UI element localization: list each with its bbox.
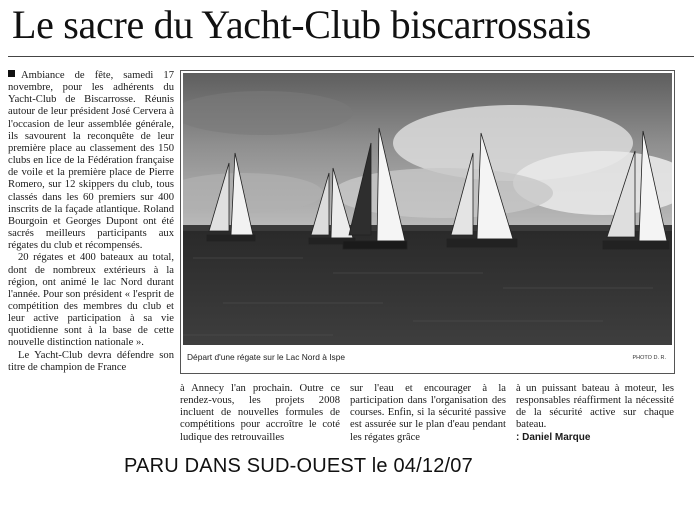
headline: Le sacre du Yacht-Club biscarrossais <box>12 2 592 47</box>
article-column-4 <box>516 383 674 444</box>
paragraph-3: Le Yacht-Club devra défendre son titre de champion de France <box>8 349 174 373</box>
paragraph-1: Ambiance de fête, samedi 17 novembre, pour les adhérents du Yacht-Club de Biscarrosse. Réunis autour de leur président José Cervera à l'occasion de leur assemblée générale, ils savourent la reconquête de leur première place au classement des 150 clubs en lice de la Fédération française de voile et la première place de Pierre Romero, sur 12 skippers du club, tous classés dans les 60 premiers sur 400 inscrits de la façade atlantique. Roland Bourgoin et Georges Dupont ont été sacrés meilleurs participants aux régates du club et récompensés. <box>8 70 174 252</box>
signature-line: : Daniel Marque <box>516 431 591 443</box>
source-note: PARU DANS SUD-OUEST le 04/12/07 <box>124 455 473 477</box>
regatta-photo <box>183 73 672 345</box>
photo-caption: Départ d'une régate sur le Lac Nord à Ispe <box>187 352 346 362</box>
paragraph-2: 20 régates et 400 bateaux au total, dont de nombreux extérieurs à la région, ont animé le lac Nord durant l'année. Pour son président « l'esprit de compétition des membres du club et leur active participation à sa vie quotidienne sont à la base de cette nouvelle distinction nationale ». <box>8 252 174 349</box>
bullet-square-icon <box>8 70 15 77</box>
photo-credit: PHOTO D. R. <box>632 355 666 361</box>
author-signature: Daniel Marque <box>522 431 591 443</box>
article-column-2 <box>180 383 340 444</box>
col2-text: à Annecy l'an prochain. Outre ce rendez-vous, les projets 2008 incluent de nouvelles formules de compétitions pour accroître le coté ludique des retrouvailles <box>180 383 340 443</box>
article-column-1 <box>8 70 174 450</box>
headline-rule <box>8 56 694 57</box>
col3-text: sur l'eau et encourager à la participation dans l'organisation des courses. Enfin, si la sécurité passive est assurée sur le plan d'eau pendant les régates grâce <box>350 383 506 443</box>
col4-text: à un puissant bateau à moteur, les responsables réaffirment la nécessité de la sécurité active sur chaque bateau. <box>516 383 674 431</box>
article-column-3 <box>350 383 506 444</box>
photo-frame <box>180 70 675 374</box>
